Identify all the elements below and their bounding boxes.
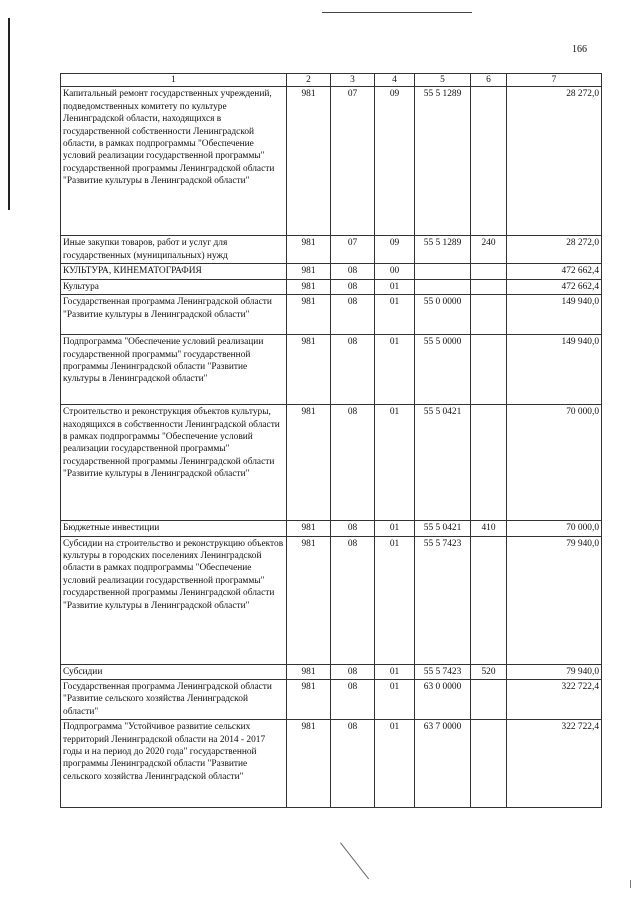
pencil-mark xyxy=(340,842,369,879)
row-admin-code: 981 xyxy=(287,236,331,264)
table-row xyxy=(61,335,602,405)
header-col-2: 2 xyxy=(287,74,331,87)
row-admin-code: 981 xyxy=(287,521,331,536)
row-section: 07 xyxy=(331,236,375,264)
row-target-article: 55 5 0000 xyxy=(415,335,471,405)
row-amount: 79 940,0 xyxy=(507,664,602,679)
row-admin-code: 981 xyxy=(287,720,331,808)
row-section: 08 xyxy=(331,720,375,808)
row-amount: 28 272,0 xyxy=(507,87,602,236)
row-amount: 70 000,0 xyxy=(507,521,602,536)
header-col-7: 7 xyxy=(507,74,602,87)
row-amount: 28 272,0 xyxy=(507,236,602,264)
row-name: Культура xyxy=(61,279,287,294)
row-subsection: 01 xyxy=(375,664,415,679)
budget-table xyxy=(60,73,602,808)
table-row xyxy=(61,236,602,264)
table-row xyxy=(61,405,602,521)
table-header-row xyxy=(61,74,602,87)
row-admin-code: 981 xyxy=(287,405,331,521)
row-target-article: 55 5 0421 xyxy=(415,521,471,536)
table-row xyxy=(61,680,602,720)
row-expense-type xyxy=(471,335,507,405)
row-subsection: 09 xyxy=(375,87,415,236)
row-section: 08 xyxy=(331,536,375,664)
row-target-article: 55 5 7423 xyxy=(415,664,471,679)
row-target-article: 55 0 0000 xyxy=(415,295,471,335)
row-expense-type: 240 xyxy=(471,236,507,264)
row-section: 08 xyxy=(331,279,375,294)
row-subsection: 01 xyxy=(375,279,415,294)
row-amount: 322 722,4 xyxy=(507,680,602,720)
row-subsection: 01 xyxy=(375,680,415,720)
row-section: 08 xyxy=(331,664,375,679)
row-name: КУЛЬТУРА, КИНЕМАТОГРАФИЯ xyxy=(61,264,287,279)
row-expense-type: 520 xyxy=(471,664,507,679)
header-col-5: 5 xyxy=(415,74,471,87)
pencil-dot xyxy=(630,880,631,888)
row-expense-type: 410 xyxy=(471,521,507,536)
row-expense-type xyxy=(471,264,507,279)
row-section: 08 xyxy=(331,295,375,335)
row-section: 08 xyxy=(331,264,375,279)
row-subsection: 01 xyxy=(375,295,415,335)
row-admin-code: 981 xyxy=(287,680,331,720)
table-row xyxy=(61,279,602,294)
row-admin-code: 981 xyxy=(287,279,331,294)
row-section: 07 xyxy=(331,87,375,236)
row-section: 08 xyxy=(331,405,375,521)
row-name: Капитальный ремонт государственных учреждений, подведомственных комитету по культуре Ленинградской области, находящихся в государственной собственности Ленинградской области, в рамках подпрограммы "Обеспечение условий реализации государственной программы" государственной программы Ленинградской области "Развитие культуры в Ленинградской области" xyxy=(61,87,287,236)
header-col-6: 6 xyxy=(471,74,507,87)
row-section: 08 xyxy=(331,335,375,405)
table-row xyxy=(61,521,602,536)
row-admin-code: 981 xyxy=(287,664,331,679)
row-expense-type xyxy=(471,295,507,335)
row-target-article xyxy=(415,279,471,294)
row-name: Государственная программа Ленинградской области "Развитие культуры в Ленинградской области" xyxy=(61,295,287,335)
row-target-article xyxy=(415,264,471,279)
row-expense-type xyxy=(471,405,507,521)
row-admin-code: 981 xyxy=(287,87,331,236)
row-target-article: 63 0 0000 xyxy=(415,680,471,720)
row-name: Строительство и реконструкция объектов культуры, находящихся в собственности Ленинградской области в рамках подпрограммы "Обеспечение условий реализации государственной программы" государственной программы Ленинградской области "Развитие культуры в Ленинградской области" xyxy=(61,405,287,521)
row-name: Субсидии xyxy=(61,664,287,679)
row-admin-code: 981 xyxy=(287,295,331,335)
row-subsection: 01 xyxy=(375,405,415,521)
row-amount: 79 940,0 xyxy=(507,536,602,664)
row-subsection: 01 xyxy=(375,335,415,405)
row-target-article: 55 5 1289 xyxy=(415,87,471,236)
row-target-article: 55 5 7423 xyxy=(415,536,471,664)
row-expense-type xyxy=(471,279,507,294)
table-row xyxy=(61,87,602,236)
row-expense-type xyxy=(471,536,507,664)
header-col-1: 1 xyxy=(61,74,287,87)
row-target-article: 55 5 0421 xyxy=(415,405,471,521)
row-admin-code: 981 xyxy=(287,335,331,405)
row-name: Субсидии на строительство и реконструкцию объектов культуры в городских поселениях Ленинградской области в рамках подпрограммы "Обеспечение условий реализации государственной программы" государственной программы Ленинградской области "Развитие культуры в Ленинградской области" xyxy=(61,536,287,664)
row-name: Государственная программа Ленинградской области "Развитие сельского хозяйства Ленинградской области" xyxy=(61,680,287,720)
row-name: Бюджетные инвестиции xyxy=(61,521,287,536)
table-row xyxy=(61,664,602,679)
row-name: Иные закупки товаров, работ и услуг для государственных (муниципальных) нужд xyxy=(61,236,287,264)
row-subsection: 01 xyxy=(375,536,415,664)
row-section: 08 xyxy=(331,521,375,536)
row-amount: 149 940,0 xyxy=(507,335,602,405)
page-number: 166 xyxy=(572,44,587,55)
row-admin-code: 981 xyxy=(287,264,331,279)
scan-edge-line xyxy=(8,18,10,210)
row-amount: 322 722,4 xyxy=(507,720,602,808)
row-name: Подпрограмма "Устойчивое развитие сельских территорий Ленинградской области на 2014 - 2017 годы и на период до 2020 года" государственной программы Ленинградской области "Развитие сельского хозяйства Ленинградской области" xyxy=(61,720,287,808)
row-admin-code: 981 xyxy=(287,536,331,664)
table-row xyxy=(61,264,602,279)
table-row xyxy=(61,295,602,335)
row-expense-type xyxy=(471,720,507,808)
header-col-3: 3 xyxy=(331,74,375,87)
row-section: 08 xyxy=(331,680,375,720)
row-subsection: 09 xyxy=(375,236,415,264)
header-col-4: 4 xyxy=(375,74,415,87)
row-expense-type xyxy=(471,87,507,236)
row-amount: 149 940,0 xyxy=(507,295,602,335)
row-subsection: 01 xyxy=(375,720,415,808)
row-target-article: 55 5 1289 xyxy=(415,236,471,264)
row-expense-type xyxy=(471,680,507,720)
scan-top-line xyxy=(322,12,472,13)
row-subsection: 01 xyxy=(375,521,415,536)
row-subsection: 00 xyxy=(375,264,415,279)
table-row xyxy=(61,536,602,664)
row-amount: 472 662,4 xyxy=(507,264,602,279)
row-amount: 472 662,4 xyxy=(507,279,602,294)
row-amount: 70 000,0 xyxy=(507,405,602,521)
table-row xyxy=(61,720,602,808)
row-target-article: 63 7 0000 xyxy=(415,720,471,808)
row-name: Подпрограмма "Обеспечение условий реализации государственной программы" государственной программы Ленинградской области "Развитие культуры в Ленинградской области" xyxy=(61,335,287,405)
